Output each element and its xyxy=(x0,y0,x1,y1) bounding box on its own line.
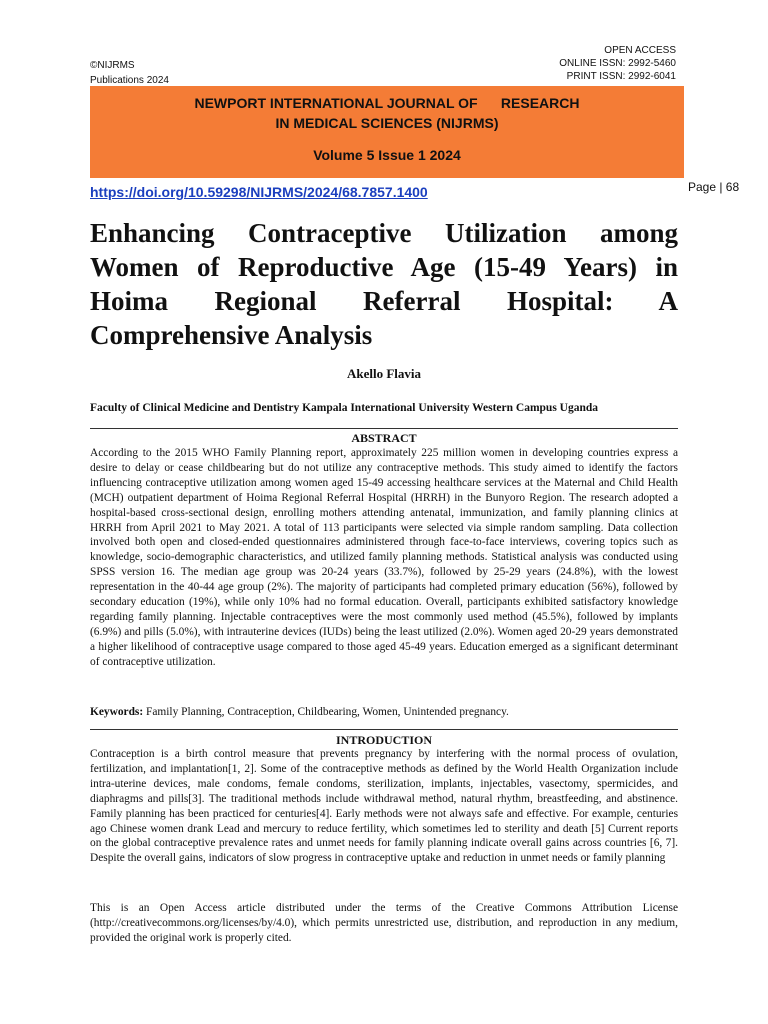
keywords-label: Keywords: xyxy=(90,706,144,718)
journal-name xyxy=(90,93,684,133)
journal-name-line1: NEWPORT INTERNATIONAL JOURNAL OF RESEARCH xyxy=(194,95,580,111)
introduction-heading: INTRODUCTION xyxy=(335,733,432,747)
issn-block xyxy=(559,44,676,83)
keywords xyxy=(90,706,678,718)
publisher-name: ©NIJRMS xyxy=(90,60,135,71)
author-affiliation: Faculty of Clinical Medicine and Dentistry Kampala International University Western Campus Uganda xyxy=(90,402,599,414)
publications-year: Publications 2024 xyxy=(90,75,169,86)
introduction-text: Contraception is a birth control measure that prevents pregnancy by interfering with the normal process of ovulation, fertilization, and implantation[1, 2]. Some of the contraceptive methods as defined by the World Health Organization include intra-uterine devices, male condoms, female condoms, sterilization, implants, injectables, vasectomy, spermicides, and diaphragms and pills[3]. The traditional methods include withdrawal method, natural rhythm, breastfeeding, and abstinence. Family planning has been practiced for centuries[4]. Early methods were not always safe and effective. For example, centuries ago Chinese women drank Lead and mercury to reduce fertility, which sometimes led to sterility and death [5] Current reports on the global contraceptive prevalence rates and unmet needs for family planning indicate overall gains across countries [6, 7]. Despite the overall gains, indicators of slow progress in contraceptive uptake and reduction in unmet needs or family planning xyxy=(90,748,678,865)
volume-issue: Volume 5 Issue 1 2024 xyxy=(313,147,461,163)
open-access-label: OPEN ACCESS xyxy=(604,45,676,56)
divider-rule xyxy=(90,729,678,730)
publisher-brand xyxy=(90,58,169,88)
abstract-text: According to the 2015 WHO Family Planning report, approximately 225 million women in developing countries express a desire to delay or cease childbearing but do not utilize any contraceptive methods. This study aimed to identify the factors influencing contraceptive utilization among women aged 15-49 accessing healthcare services at the Maternal and Child Health (MCH) outpatient department of Hoima Regional Referral Hospital (HRRH) in the Bunyoro Region. The research adopted a hospital-based cross-sectional design, enrolling mothers attending antenatal, immunization, and family planning clinics at HRRH from April 2021 to May 2021. A total of 113 participants were selected via simple random sampling. Data collection involved both open and closed-ended questionnaires administered through face-to-face interviews, covering topics such as knowledge, socio-demographic characteristics, and utilized family planning methods. Statistical analysis was conducted using SPSS version 16. The median age group was 20-24 years (33.7%), followed by 25-29 years (24.8%), with the lowest representation in the 40-44 age group (2%). The majority of participants had completed primary education (56%), followed by secondary education (19%), while only 10% had no formal education. Overall, participants exhibited satisfactory knowledge regarding family planning. Injectable contraceptives were the most commonly used method (45.5%), followed by implants (6.9%) and pills (5.0%), with intrauterine devices (IUDs) being the least utilized (2.0%). Women aged 20-29 years demonstrated a higher likelihood of contraceptive usage compared to those aged 45-49 years. Education emerged as a significant determinant of contraceptive utilization. xyxy=(90,447,678,668)
keywords-list: Family Planning, Contraception, Childbearing, Women, Unintended pregnancy. xyxy=(146,706,509,718)
abstract-heading: ABSTRACT xyxy=(351,431,417,445)
author-name: Akello Flavia xyxy=(346,366,422,381)
online-issn: ONLINE ISSN: 2992-5460 xyxy=(559,58,676,69)
page-number: Page | 68 xyxy=(688,180,740,194)
journal-banner xyxy=(90,86,684,178)
license-notice: This is an Open Access article distributed under the terms of the Creative Commons Attribution License (http://creativecommons.org/licenses/by/4.0), which permits unrestricted use, distribution, and reproduction in any medium, provided the original work is properly cited. xyxy=(90,902,678,944)
divider-rule xyxy=(90,428,678,429)
article-title: Enhancing Contraceptive Utilization among Women of Reproductive Age (15-49 Years) in Hoima Regional Referral Hospital: A Comprehensive Analysis xyxy=(90,218,678,350)
journal-name-line2: IN MEDICAL SCIENCES (NIJRMS) xyxy=(275,115,499,131)
print-issn: PRINT ISSN: 2992-6041 xyxy=(566,71,676,82)
doi-link[interactable]: https://doi.org/10.59298/NIJRMS/2024/68.7857.1400 xyxy=(90,184,428,200)
